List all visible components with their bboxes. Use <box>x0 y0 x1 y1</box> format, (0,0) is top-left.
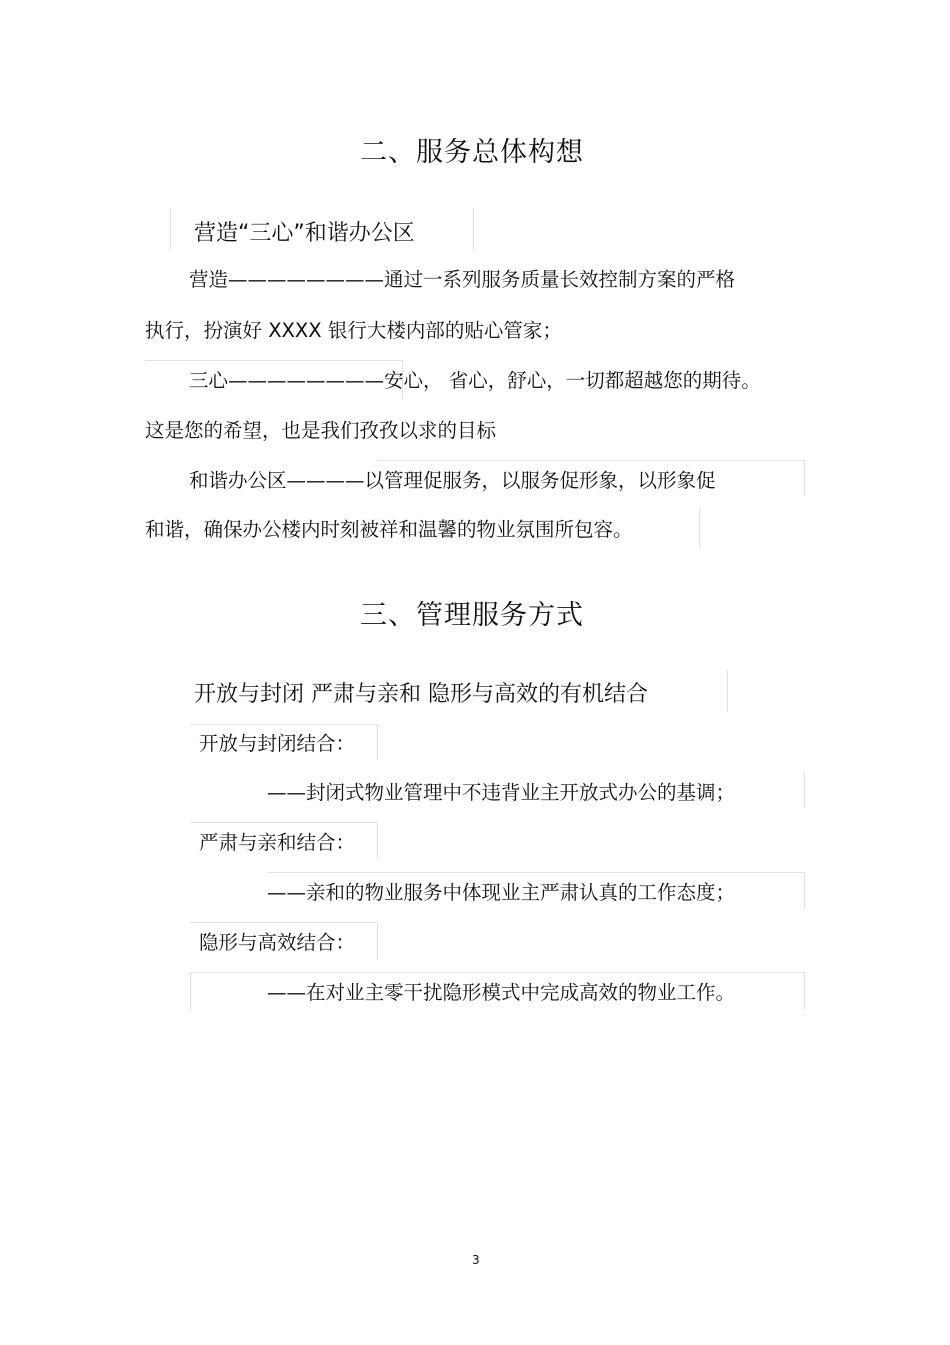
border-line <box>145 360 403 361</box>
border-line <box>804 972 805 1010</box>
border-line <box>190 972 805 973</box>
border-line <box>473 208 474 250</box>
item-label: 开放与封闭结合： <box>199 732 356 755</box>
section2-para1-line2: 执行，扮演好 XXXX 银行大楼内部的贴心管家； <box>145 319 562 342</box>
border-line <box>377 922 378 960</box>
border-line <box>190 724 378 725</box>
border-line <box>190 822 378 823</box>
section2-para3-line2: 和谐，确保办公楼内时刻被祥和温馨的物业氛围所包容。 <box>145 518 633 541</box>
section2-title: 二、服务总体构想 <box>360 137 584 168</box>
item-detail: ——亲和的物业服务中体现业主严肃认真的工作态度； <box>267 881 736 904</box>
item-detail: ——封闭式物业管理中不违背业主开放式办公的基调； <box>267 781 736 804</box>
section3-title: 三、管理服务方式 <box>360 600 584 631</box>
border-line <box>804 872 805 910</box>
border-line <box>727 670 728 712</box>
border-line <box>190 922 378 923</box>
item-label: 严肃与亲和结合： <box>199 831 356 854</box>
border-line <box>190 972 191 1010</box>
item-detail: ——在对业主零干扰隐形模式中完成高效的物业工作。 <box>267 981 736 1004</box>
border-line <box>377 460 805 461</box>
page-number: 3 <box>472 1253 480 1267</box>
section3-subtitle: 开放与封闭 严肃与亲和 隐形与高效的有机结合 <box>194 682 648 707</box>
border-line <box>804 460 805 496</box>
border-line <box>804 772 805 808</box>
item-label: 隐形与高效结合： <box>199 931 356 954</box>
section2-para3-line1: 和谐办公区————以管理促服务，以服务促形象，以形象促 <box>189 469 716 492</box>
section2-subtitle: 营造“三心”和谐办公区 <box>194 221 415 246</box>
border-line <box>699 508 700 548</box>
border-line <box>377 724 378 760</box>
section2-para1-line1: 营造————————通过一系列服务质量长效控制方案的严格 <box>189 268 736 291</box>
section2-para2-line1: 三心————————安心， 省心，舒心，一切都超越您的期待。 <box>189 369 761 392</box>
border-line <box>377 822 378 860</box>
border-line <box>170 208 171 250</box>
section2-para2-line2: 这是您的希望，也是我们孜孜以求的目标 <box>145 419 497 442</box>
border-line <box>268 872 805 873</box>
